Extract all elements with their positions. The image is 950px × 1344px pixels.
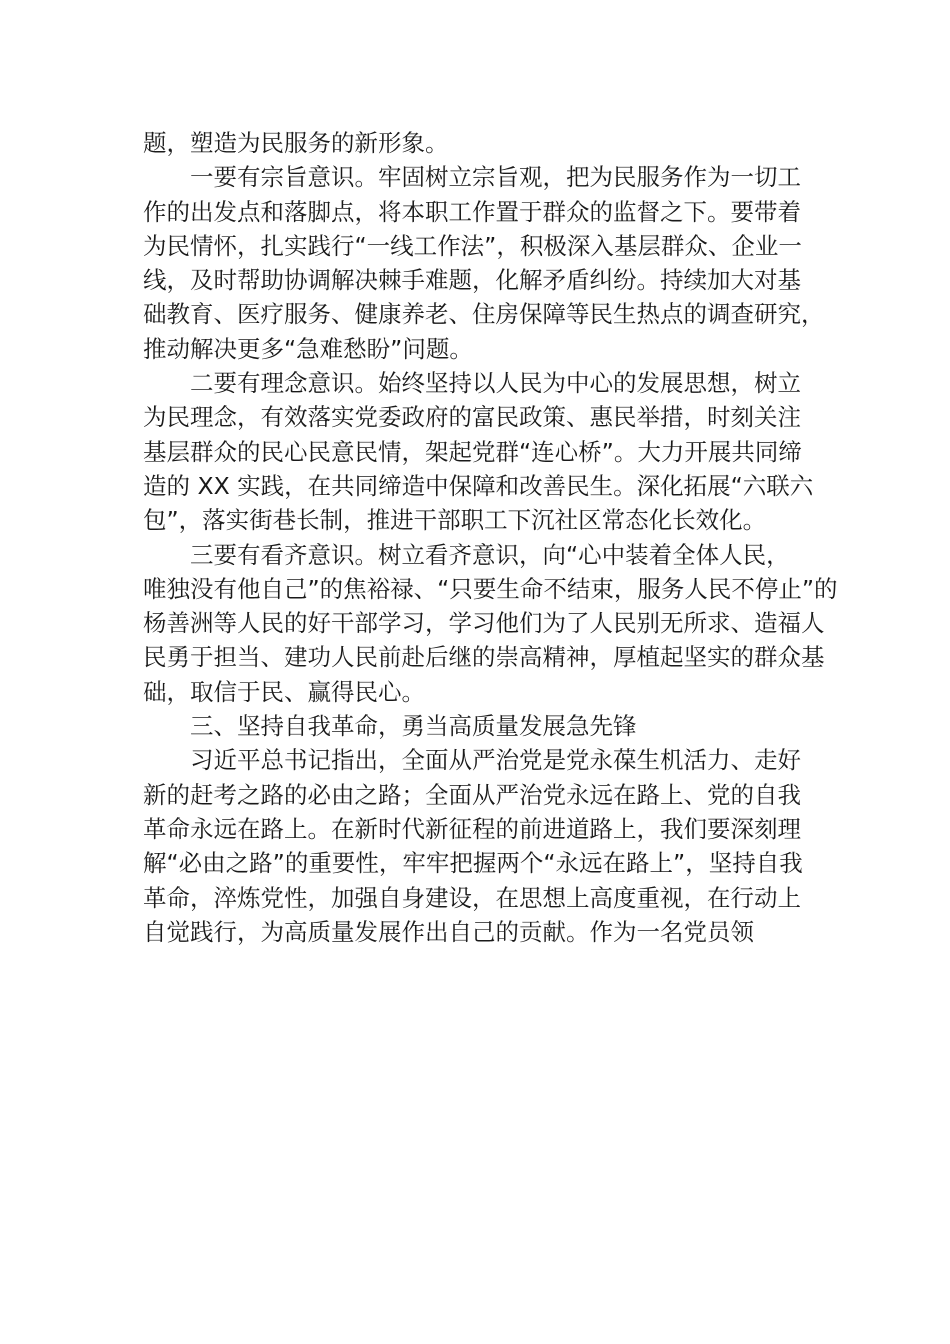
paragraph-concept-awareness <box>143 366 833 537</box>
text-line: 自觉践行，为高质量发展作出自己的贡献。作为一名党员领 <box>143 917 754 946</box>
text-line: 革命，淬炼党性，加强自身建设，在思想上高度重视，在行动上 <box>143 883 801 912</box>
text-line: 三要有看齐意识。树立看齐意识，向“心中装着全体人民， <box>190 540 790 569</box>
text-line: 础教育、医疗服务、健康养老、住房保障等民生热点的调查研究， <box>143 300 825 329</box>
text-line: 题，塑造为民服务的新形象。 <box>143 129 449 157</box>
text-line: 造的 XX 实践，在共同缔造中保障和改善民生。深化拓展“六联六 <box>143 471 814 500</box>
paragraph-alignment-awareness <box>143 538 838 709</box>
text-line: 包”，落实街巷长制，推进干部职工下沉社区常态化长效化。 <box>143 506 767 535</box>
text-line: 为民理念，有效落实党委政府的富民政策、惠民举措，时刻关注 <box>143 403 801 432</box>
paragraph-purpose-awareness <box>143 160 833 366</box>
heading-line: 三、坚持自我革命，勇当高质量发展急先锋 <box>190 712 637 741</box>
section-heading <box>143 709 833 743</box>
text-line: 习近平总书记指出，全面从严治党是党永葆生机活力、走好 <box>190 746 801 775</box>
text-line: 为民情怀，扎实践行“一线工作法”，积极深入基层群众、企业一 <box>143 231 802 260</box>
text-line: 革命永远在路上。在新时代新征程的前进道路上，我们要深刻理 <box>143 814 801 843</box>
text-line: 杨善洲等人民的好干部学习，学习他们为了人民别无所求、造福人 <box>143 609 825 638</box>
paragraph-self-revolution <box>143 743 833 949</box>
text-line: 础，取信于民、赢得民心。 <box>143 677 425 706</box>
document-body <box>143 126 838 949</box>
text-line: 一要有宗旨意识。牢固树立宗旨观，把为民服务作为一切工 <box>190 163 801 192</box>
text-line: 线，及时帮助协调解决棘手难题，化解矛盾纠纷。持续加大对基 <box>143 266 801 295</box>
text-line: 二要有理念意识。始终坚持以人民为中心的发展思想，树立 <box>190 369 801 398</box>
text-line: 作的出发点和落脚点，将本职工作置于群众的监督之下。要带着 <box>143 197 801 226</box>
text-line: 新的赶考之路的必由之路；全面从严治党永远在路上、党的自我 <box>143 780 801 809</box>
text-line: 基层群众的民心民意民情，架起党群“连心桥”。大力开展共同缔 <box>143 437 802 466</box>
paragraph-1 <box>143 126 833 160</box>
text-line: 解“必由之路”的重要性，牢牢把握两个“永远在路上”，坚持自我 <box>143 849 803 878</box>
text-line: 推动解决更多“急难愁盼”问题。 <box>143 334 473 363</box>
text-line: 民勇于担当、建功人民前赴后继的崇高精神，厚植起坚实的群众基 <box>143 643 825 672</box>
text-line: 唯独没有他自己”的焦裕禄、“只要生命不结束，服务人民不停止”的 <box>143 574 838 603</box>
